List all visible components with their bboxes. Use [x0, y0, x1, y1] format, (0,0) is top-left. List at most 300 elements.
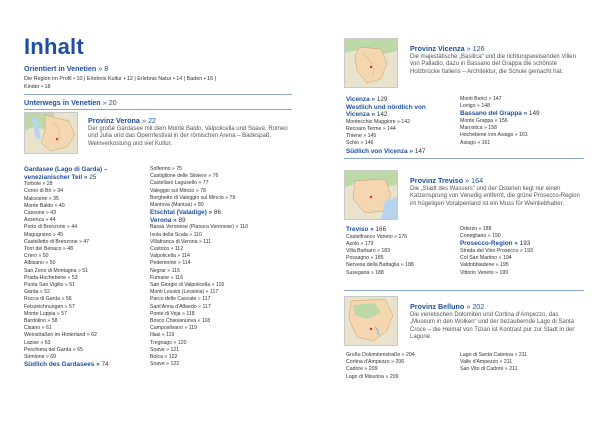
- entry-title: Fumane: [150, 274, 170, 281]
- page-number: 45: [57, 231, 63, 238]
- page-number: 20: [108, 98, 117, 107]
- entry-title: Schio: [346, 140, 359, 147]
- toc-entry[interactable]: Torbole » 28: [24, 181, 53, 188]
- toc-entry[interactable]: Nervesa della Battaglia » 188: [346, 262, 414, 269]
- page-number: 8: [104, 64, 109, 73]
- entry-title: Cisano: [24, 325, 41, 332]
- entry-title: Villa Barbaro: [346, 248, 376, 254]
- entry-title: Sirmione: [24, 354, 45, 361]
- page-number: 188: [375, 269, 384, 276]
- page-number: 50: [49, 260, 56, 267]
- vicenza-title[interactable]: Provinz Vicenza » 126: [410, 44, 485, 53]
- entry-title: Porto di Brenzone: [24, 224, 66, 231]
- section-orientiert[interactable]: Orientiert in Venetien » 8: [24, 64, 109, 73]
- toc-heading-entry[interactable]: Etschtal (Valadige) » 86: [150, 209, 222, 217]
- page-number: 119: [188, 325, 197, 332]
- page-number: 211: [518, 352, 528, 358]
- toc-entry[interactable]: Castiglione delle Stiviere » 76: [150, 173, 219, 180]
- page-number: 146: [364, 140, 374, 147]
- page-number: 79: [229, 194, 236, 201]
- page-number: 44: [49, 217, 56, 224]
- entry-title: Felszeichnungen: [24, 303, 64, 310]
- page-number: 86: [213, 209, 222, 217]
- page-number: 188: [482, 226, 492, 232]
- page-number: 57: [69, 303, 75, 310]
- entry-title: Castellaro Lagusello: [150, 180, 198, 187]
- entry-title: Crero: [24, 253, 37, 260]
- entry-title: Hochebene von Asiago: [460, 132, 514, 139]
- toc-entry[interactable]: Negrar » 115: [150, 267, 180, 274]
- page-number: 126: [472, 44, 485, 53]
- page-number: 166: [375, 226, 387, 233]
- entry-title: Weinstraßen im Hinterland: [24, 332, 86, 339]
- page-number: 147: [414, 147, 426, 155]
- page-number: 195: [500, 262, 509, 269]
- entry-title: Bolca: [150, 354, 163, 361]
- toc-entry[interactable]: Cadore » 209: [346, 366, 378, 373]
- entry-title: Borghetto di Valeggio sul Mincio: [150, 194, 224, 201]
- verona-title[interactable]: Provinz Verona » 22: [88, 116, 156, 125]
- entry-title: Westlich und nördlich von Vicenza: [346, 103, 426, 119]
- toc-entry[interactable]: Corno di Bò » 34: [24, 188, 63, 195]
- right-page: [300, 0, 600, 424]
- section-title: Orientiert in Venetien: [24, 64, 97, 73]
- entry-title: Monte Grappa: [460, 118, 494, 124]
- page-number: 40: [58, 202, 65, 209]
- entry-title: Conegliano: [460, 233, 487, 240]
- treviso-list-col2: [460, 226, 590, 277]
- entry-title: Valpolicella: [150, 253, 176, 260]
- verona-list-col2: [150, 166, 290, 368]
- page-number: 144: [387, 125, 396, 132]
- page-number: 56: [65, 296, 72, 303]
- entry-title: Solferino: [150, 166, 171, 172]
- entry-title: San Zeno di Montagna: [24, 267, 77, 274]
- page-number: 111: [203, 238, 212, 245]
- entry-title: Castiglione delle Stiviere: [150, 173, 207, 180]
- toc-entry[interactable]: Solferino » 75: [150, 166, 183, 172]
- page-number: 194: [502, 255, 512, 262]
- toc-entry[interactable]: Conegliano » 190: [460, 233, 501, 240]
- entry-title: Cadore: [346, 366, 364, 373]
- entry-title: Cassone: [24, 210, 45, 216]
- page-number: 147: [492, 96, 502, 102]
- page-number: 118: [186, 310, 195, 317]
- page-number: 69: [50, 354, 57, 361]
- page-number: 89: [178, 216, 186, 224]
- toc-entry[interactable]: Col San Martino » 194: [460, 255, 512, 262]
- page-number: 148: [481, 103, 491, 110]
- entry-title: Nervesa della Battaglia: [346, 262, 400, 269]
- page-number: 122: [170, 361, 180, 368]
- page-number: 75: [176, 166, 183, 172]
- entry-title: Prada-Hochebene: [24, 274, 67, 281]
- vicenza-list-col2: [460, 96, 590, 147]
- page-number: 193: [524, 248, 533, 254]
- toc-entry[interactable]: Punta San Vigilio » 51: [24, 282, 75, 289]
- entry-title: Possagno: [346, 255, 370, 262]
- entry-title: Südlich des Gardasees: [24, 361, 95, 369]
- entry-title: Lonigo: [460, 103, 476, 110]
- toc-entry[interactable]: Montecchio Maggiore » 142: [346, 118, 411, 125]
- entry-title: Custoza: [150, 246, 170, 253]
- toc-entry[interactable]: San Zeno di Montagna » 51: [24, 267, 89, 274]
- toc-entry[interactable]: Castelletto di Brenzone » 47: [24, 238, 90, 245]
- page-number: 35: [53, 195, 59, 202]
- entry-title: Asolo: [346, 240, 359, 247]
- belluno-title[interactable]: Provinz Belluno » 202: [410, 302, 485, 311]
- toc-entry[interactable]: Große Dolomitenstraße » 204: [346, 352, 415, 358]
- toc-entry[interactable]: Mantova (Mantua) » 80: [150, 202, 204, 209]
- toc-heading-entry[interactable]: Treviso » 166: [346, 226, 387, 233]
- toc-entry[interactable]: Garda » 52: [24, 289, 50, 296]
- entry-title: Magugnano: [24, 231, 52, 238]
- toc-entry[interactable]: Monte Grappa » 156: [460, 118, 508, 124]
- page-number: 52: [44, 289, 50, 296]
- entry-title: Torbole: [24, 181, 42, 188]
- toc-entry[interactable]: Bardolino » 58: [24, 318, 58, 325]
- page-number: 116: [215, 282, 225, 289]
- toc-entry[interactable]: Cassone » 43: [24, 210, 57, 216]
- entry-title: Bassa Veronese (Planura Veronese): [150, 224, 234, 231]
- toc-entry[interactable]: Malcesine » 35: [24, 195, 59, 202]
- toc-entry[interactable]: Torri del Benaco » 48: [24, 246, 74, 253]
- toc-entry[interactable]: Vittorio Veneto » 199: [460, 269, 509, 276]
- toc-entry[interactable]: Soave » 121: [150, 346, 180, 353]
- toc-entry[interactable]: Albisano » 50: [24, 260, 56, 267]
- entry-title: San Giorgio di Valpolicella: [150, 282, 211, 289]
- page-number: 145: [367, 133, 377, 140]
- page-number: 158: [488, 125, 497, 132]
- belluno-map-thumbnail: [344, 296, 398, 346]
- treviso-map-thumbnail: [344, 170, 398, 220]
- entry-title: Monti Lessini (Lessinia): [150, 289, 205, 296]
- page-number: 61: [45, 325, 52, 332]
- toc-entry[interactable]: Tregnago » 120: [150, 339, 187, 346]
- orientiert-subtopics: [24, 75, 292, 92]
- page-number: 206: [395, 359, 405, 366]
- entry-title: Bassano del Grappa: [460, 110, 522, 118]
- divider: [344, 290, 584, 291]
- page-number: 34: [57, 188, 63, 195]
- toc-entry[interactable]: Fumane » 116: [150, 274, 184, 281]
- page-number: 211: [503, 359, 513, 366]
- toc-entry[interactable]: Soave » 122: [150, 361, 180, 368]
- entry-title: Vicenza: [346, 96, 370, 103]
- page-number: 176: [398, 233, 408, 240]
- toc-entry[interactable]: Ponte di Veja » 118: [150, 310, 195, 317]
- page-number: 78: [200, 187, 206, 194]
- toc-entry[interactable]: Possagno » 185: [346, 255, 384, 262]
- page-number: 110: [239, 224, 248, 231]
- entry-title: Assenza: [24, 217, 44, 224]
- toc-entry[interactable]: Crero » 50: [24, 253, 49, 260]
- page-number: 122: [168, 354, 178, 361]
- entry-title: Cortina d'Ampezzo: [346, 359, 390, 366]
- toc-entry[interactable]: Strada del Vino Prosecco » 193: [460, 248, 533, 254]
- page-number: 116: [174, 274, 184, 281]
- page-number: 179: [364, 240, 374, 247]
- page-number: 117: [202, 303, 211, 310]
- treviso-list-col1: [346, 226, 456, 277]
- entry-title: Malcesine: [24, 195, 48, 202]
- toc-entry[interactable]: Lago di Santa Caterina » 211: [460, 352, 528, 358]
- belluno-description: Die venetischen Dolomiten und Cortina d’Ampezzo, das „Museum in den Wolken“ und der bezaubernde Lago di Santa Croce – die Heimat von Tizian ist Kontrast pur zur Stadt in der Lagune.: [410, 312, 575, 341]
- toc-entry[interactable]: Magugnano » 45: [24, 231, 63, 238]
- toc-entry[interactable]: Monti Berici » 147: [460, 96, 502, 102]
- toc-entry[interactable]: Hochebene von Asiago » 161: [460, 132, 528, 139]
- page-number: 22: [147, 116, 156, 125]
- page-number: 118: [201, 318, 211, 325]
- treviso-title[interactable]: Provinz Treviso » 164: [410, 176, 484, 185]
- entry-title: Treviso: [346, 226, 369, 233]
- toc-entry[interactable]: Asolo » 179: [346, 240, 374, 247]
- section-unterwegs[interactable]: Unterwegs in Venetien » 20: [24, 98, 117, 107]
- entry-title: Negrar: [150, 267, 166, 274]
- toc-entry[interactable]: Valle d'Ampezzo » 211: [460, 359, 513, 366]
- entry-title: Tregnago: [150, 339, 173, 346]
- page-number: 117: [202, 296, 211, 303]
- toc-entry[interactable]: Prada-Hochebene » 53: [24, 274, 78, 281]
- entry-title: Soave: [150, 361, 165, 368]
- page-number: 202: [472, 302, 485, 311]
- entry-title: Ponte di Veja: [150, 310, 181, 317]
- toc-entry[interactable]: San Giorgio di Valpolicella » 116: [150, 282, 225, 289]
- entry-title: Monte Baldo: [24, 202, 54, 209]
- page-number: 142: [376, 111, 388, 119]
- toc-entry[interactable]: Valeggio sul Mincio » 78: [150, 187, 206, 194]
- toc-entry[interactable]: Cisano » 61: [24, 325, 52, 332]
- toc-entry[interactable]: Camposilvano » 119: [150, 325, 197, 332]
- toc-entry[interactable]: Assenza » 44: [24, 217, 56, 224]
- verona-map-thumbnail: [24, 112, 78, 154]
- toc-heading-entry[interactable]: Westlich und nördlich von Vicenza » 142: [346, 103, 426, 119]
- entry-title: Peschiera del Garda: [24, 346, 72, 353]
- page-number: 110: [193, 231, 202, 238]
- entry-title: Castelfranco Veneto: [346, 233, 393, 240]
- treviso-description: Die „Stadt des Wassers“ und der Osterien liegt nur einen Katzensprung von Venedig entfernt, die grüne Prosecco-Region im hügeligen Voralpenland ist ein Muss für Weinliebhaber.: [410, 186, 580, 207]
- toc-entry[interactable]: Pedemonte » 114: [150, 260, 191, 267]
- page-number: 156: [498, 118, 508, 124]
- entry-title: Verona: [150, 216, 172, 224]
- entry-title: Valdobbiadene: [460, 262, 495, 269]
- entry-title: Thiene: [346, 133, 362, 140]
- toc-entry[interactable]: Schio » 146: [346, 140, 374, 147]
- toc-entry[interactable]: San Vito di Cadore » 211: [460, 366, 518, 373]
- region-name: Provinz Treviso: [410, 176, 464, 185]
- region-name: Provinz Belluno: [410, 302, 465, 311]
- page-number: 120: [177, 339, 187, 346]
- entry-title: Soave: [150, 346, 165, 353]
- page-number: 164: [471, 176, 484, 185]
- entry-title: Marostica: [460, 125, 483, 132]
- toc-entry[interactable]: Porto di Brenzone » 44: [24, 224, 78, 231]
- page-number: 117: [209, 289, 219, 296]
- toc-entry[interactable]: Villa Barbaro » 183: [346, 248, 391, 254]
- toc-entry[interactable]: Valdobbiadene » 195: [460, 262, 509, 269]
- toc-entry[interactable]: Villafranca di Verona » 111: [150, 238, 212, 245]
- entry-title: Garda: [24, 289, 39, 296]
- page-number: 44: [71, 224, 78, 231]
- toc-heading-entry[interactable]: Prosecco-Region » 193: [460, 240, 531, 248]
- divider: [344, 158, 584, 159]
- page-number: 142: [401, 118, 411, 125]
- entry-title: Valle d'Ampezzo: [460, 359, 499, 366]
- entry-title: Pedemonte: [150, 260, 177, 267]
- entry-title: Illasi: [150, 332, 161, 339]
- toc-entry[interactable]: Bosco Chiesanuova » 118: [150, 318, 211, 325]
- subtopics-line: Die Region im Profil • 10 | Erlebnis Kultur • 12 | Erlebnis Natur • 14 | Baden • 16 |: [24, 76, 217, 82]
- toc-entry[interactable]: Bolca » 122: [150, 354, 178, 361]
- page-number: 50: [42, 253, 49, 260]
- toc-entry[interactable]: Monti Lessini (Lessinia) » 117: [150, 289, 219, 296]
- toc-entry[interactable]: Borghetto di Valeggio sul Mincio » 79: [150, 194, 236, 201]
- entry-title: Villafranca di Verona: [150, 238, 198, 245]
- toc-entry[interactable]: Weinstraßen im Hinterland » 62: [24, 332, 97, 339]
- page-number: 65: [77, 346, 83, 353]
- verona-description: Der große Gardasee mit dem Monte Baldo, Valpolicella und Soave, Romeo und Julia und das Opernfestival in der römischen Arena – Badespaß, Weinverkostung und viel Kultur.: [88, 126, 288, 147]
- toc-entry[interactable]: Felszeichnungen » 57: [24, 303, 75, 310]
- page-number: 58: [51, 318, 58, 325]
- page-number: 62: [91, 332, 97, 339]
- page-number: 57: [61, 310, 67, 317]
- entry-title: Gardasee (Lago di Garda) – venezianischer Teil: [24, 166, 108, 181]
- entry-title: Lago di Santa Caterina: [460, 352, 514, 358]
- page-number: 211: [509, 366, 518, 373]
- entry-title: Parco delle Cascate: [150, 296, 197, 303]
- toc-entry[interactable]: Valpolicella » 114: [150, 253, 190, 260]
- page-number: 114: [182, 260, 191, 267]
- entry-title: Südlich von Vicenza: [346, 147, 408, 155]
- entry-title: Recoaro Terme: [346, 125, 382, 132]
- toc-heading-entry[interactable]: Vicenza » 129: [346, 96, 388, 103]
- toc-entry[interactable]: Peschiera del Garda » 65: [24, 346, 83, 353]
- verona-list-col1: [24, 166, 132, 369]
- page-number: 48: [67, 246, 74, 253]
- toc-entry[interactable]: Monte Luppia » 57: [24, 310, 67, 317]
- entry-title: Punta San Vigilio: [24, 282, 64, 289]
- divider: [24, 94, 292, 95]
- toc-entry[interactable]: Custoza » 112: [150, 246, 184, 253]
- entry-title: Asiago: [460, 139, 476, 146]
- entry-title: Monte Luppia: [24, 310, 56, 317]
- page-number: 112: [174, 246, 184, 253]
- toc-entry[interactable]: Monte Baldo » 40: [24, 202, 65, 209]
- page-number: 76: [212, 173, 219, 180]
- subtopics-line: Kinder • 18: [24, 84, 51, 91]
- toc-heading-entry[interactable]: Südlich des Gardasees » 74: [24, 361, 109, 369]
- entry-title: Sant'Anna d'Alfaedo: [150, 303, 197, 310]
- toc-heading-entry[interactable]: Gardasee (Lago di Garda) – venezianischer Teil » 25: [24, 166, 108, 181]
- belluno-list-col1: [346, 352, 456, 381]
- page-number: 209: [389, 373, 399, 380]
- entry-title: Corno di Bò: [24, 188, 52, 195]
- vicenza-map-thumbnail: [344, 38, 398, 88]
- page-number: 77: [202, 180, 209, 187]
- toc-entry[interactable]: Marostica » 158: [460, 125, 497, 132]
- page-number: 47: [83, 238, 90, 245]
- section-title: Unterwegs in Venetien: [24, 98, 101, 107]
- toc-heading-entry[interactable]: Verona » 89: [150, 216, 186, 224]
- toc-entry[interactable]: Castellaro Lagusello » 77: [150, 180, 209, 187]
- toc-entry[interactable]: Sant'Anna d'Alfaedo » 117: [150, 303, 211, 310]
- toc-entry[interactable]: Lazise » 63: [24, 339, 51, 346]
- vicenza-list-col1: [346, 96, 446, 155]
- toc-entry[interactable]: Bassa Veronese (Planura Veronese) » 110: [150, 224, 248, 231]
- entry-title: Strada del Vino Prosecco: [460, 248, 519, 254]
- page-number: 190: [492, 233, 501, 240]
- page-number: 209: [368, 366, 378, 373]
- page-number: 188: [405, 262, 414, 269]
- toc-entry[interactable]: Sirmione » 69: [24, 354, 57, 361]
- toc-entry[interactable]: Castelfranco Veneto » 176: [346, 233, 408, 240]
- page-number: 149: [528, 110, 540, 118]
- page-number: 114: [181, 253, 190, 260]
- toc-heading-entry[interactable]: Südlich von Vicenza » 147: [346, 147, 426, 155]
- entry-title: Lago di Misurina: [346, 373, 385, 380]
- page-number: 193: [519, 240, 531, 248]
- page-number: 185: [374, 255, 384, 262]
- entry-title: Isola della Scala: [150, 231, 188, 238]
- entry-title: Mantova (Mantua): [150, 202, 193, 209]
- entry-title: Valeggio sul Mincio: [150, 187, 195, 194]
- entry-title: Montecchio Maggiore: [346, 118, 396, 125]
- region-name: Provinz Vicenza: [410, 44, 465, 53]
- entry-title: Albisano: [24, 260, 44, 267]
- page-number: 43: [50, 210, 57, 216]
- page-number: 199: [499, 269, 509, 276]
- divider: [24, 109, 292, 110]
- entry-title: Große Dolomitenstraße: [346, 352, 401, 358]
- toc-entry[interactable]: Recoaro Terme » 144: [346, 125, 396, 132]
- entry-title: Castelletto di Brenzone: [24, 238, 78, 245]
- page-number: 51: [69, 282, 75, 289]
- entry-title: Etschtal (Valadige): [150, 209, 207, 217]
- region-name: Provinz Verona: [88, 116, 140, 125]
- entry-title: Susegana: [346, 269, 370, 276]
- toc-entry[interactable]: Susegana » 188: [346, 269, 384, 276]
- toc-entry[interactable]: Illasi » 119: [150, 332, 175, 339]
- page-number: 129: [376, 96, 388, 103]
- entry-title: Oderzo: [460, 226, 478, 232]
- toc-entry[interactable]: Isola della Scala » 110: [150, 231, 202, 238]
- entry-title: Monti Berici: [460, 96, 488, 102]
- page-number: 115: [171, 267, 180, 274]
- entry-title: Bardolino: [24, 318, 46, 325]
- toc-entry[interactable]: Rocca di Garda » 56: [24, 296, 72, 303]
- toc-entry[interactable]: Parco delle Cascate » 117: [150, 296, 211, 303]
- page-title: Inhalt: [24, 34, 84, 59]
- page-number: 80: [197, 202, 204, 209]
- toc-entry[interactable]: Thiene » 145: [346, 133, 377, 140]
- page-number: 28: [46, 181, 53, 188]
- page-number: 51: [82, 267, 89, 274]
- toc-entry[interactable]: Lago di Misurina » 209: [346, 373, 399, 380]
- toc-entry[interactable]: Asiago » 161: [460, 139, 491, 146]
- page-number: 74: [101, 361, 109, 369]
- page-number: 204: [405, 352, 415, 358]
- page-number: 121: [170, 346, 180, 353]
- page-number: 161: [519, 132, 528, 139]
- vicenza-description: Die majestätische „Basilica“ und die richtungsweisenden Villen von Palladio, dazu in Bassano del Grappa die schönste Holzbrücke Italiens – Architektur, die Schule gemacht hat.: [410, 54, 576, 75]
- entry-title: Camposilvano: [150, 325, 183, 332]
- toc-entry[interactable]: Lonigo » 148: [460, 103, 491, 110]
- entry-title: San Vito di Cadore: [460, 366, 504, 373]
- toc-heading-entry[interactable]: Bassano del Grappa » 149: [460, 110, 540, 118]
- toc-entry[interactable]: Oderzo » 188: [460, 226, 492, 232]
- entry-title: Lazise: [24, 339, 39, 346]
- toc-entry[interactable]: Cortina d'Ampezzo » 206: [346, 359, 405, 366]
